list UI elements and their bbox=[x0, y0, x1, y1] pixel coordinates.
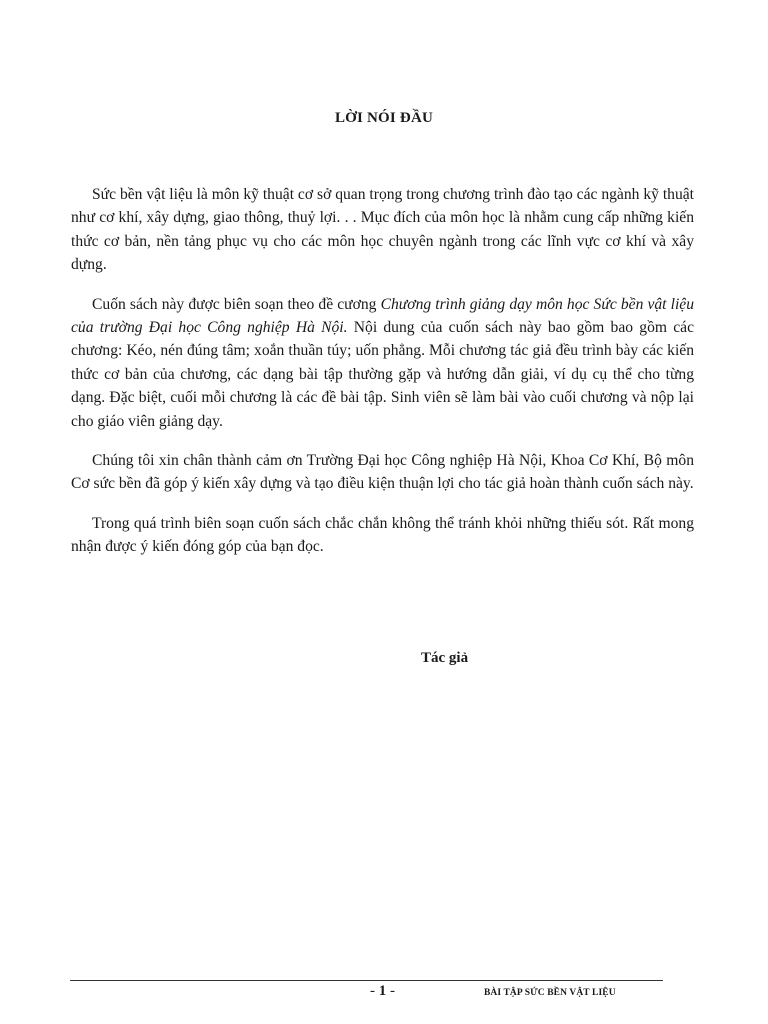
page-heading: LỜI NÓI ĐẦU bbox=[334, 110, 434, 126]
footer-book-title: BÀI TẬP SỨC BỀN VẬT LIỆU bbox=[484, 988, 616, 998]
preface-body bbox=[71, 183, 694, 575]
page-number-value: 1 bbox=[378, 983, 387, 999]
paragraph-1: Sức bền vật liệu là môn kỹ thuật cơ sở quan trọng trong chương trình đào tạo các ngành kỹ thuật như cơ khí, xây dựng, giao thông, thuỷ lợi. . . Mục đích của môn học là nhằm cung cấp những kiến thức cơ bản, nền tảng phục vụ cho các môn học chuyên ngành trong các lĩnh vực cơ khí và xây dựng. bbox=[71, 186, 695, 274]
paragraph-2-italic: Chương trình giảng dạy môn học Sức bền vật liệu của trường Đại học Công nghiệp Hà Nội. bbox=[71, 295, 694, 337]
footer-divider bbox=[70, 980, 663, 981]
paragraph-4: Trong quá trình biên soạn cuốn sách chắc chắn không thể tránh khỏi những thiếu sót. Rất mong nhận được ý kiến đóng góp của bạn đọc. bbox=[71, 514, 694, 556]
paragraph-2 bbox=[71, 293, 694, 433]
author-signature: Tác giả bbox=[421, 650, 469, 666]
page-number-prefix: - bbox=[370, 983, 379, 999]
page-number-suffix: - bbox=[386, 983, 395, 999]
paragraph-2-rest: Nội dung của cuốn sách này bao gồm bao gồm các chương: Kéo, nén đúng tâm; xoắn thuần túy; uốn phẳng. Mỗi chương tác giả đều trình bày các kiến thức cơ bản của chương, các dạng bài tập thường gặp và hướng dẫn giải, ví dụ cụ thể cho từng dạng. Đặc biệt, cuối mỗi chương là các đề bài tập. Sinh viên sẽ làm bài vào cuối chương và nộp lại cho giáo viên giảng dạy. bbox=[71, 319, 694, 430]
footer-page-number bbox=[370, 983, 395, 1000]
paragraph-2-lead: Cuốn sách này được biên soạn theo đề cương bbox=[92, 295, 381, 313]
paragraph-3: Chúng tôi xin chân thành cảm ơn Trường Đại học Công nghiệp Hà Nội, Khoa Cơ Khí, Bộ môn Cơ sức bền đã góp ý kiến xây dựng và tạo điều kiện thuận lợi cho tác giả hoàn thành cuốn sách này. bbox=[71, 452, 694, 493]
